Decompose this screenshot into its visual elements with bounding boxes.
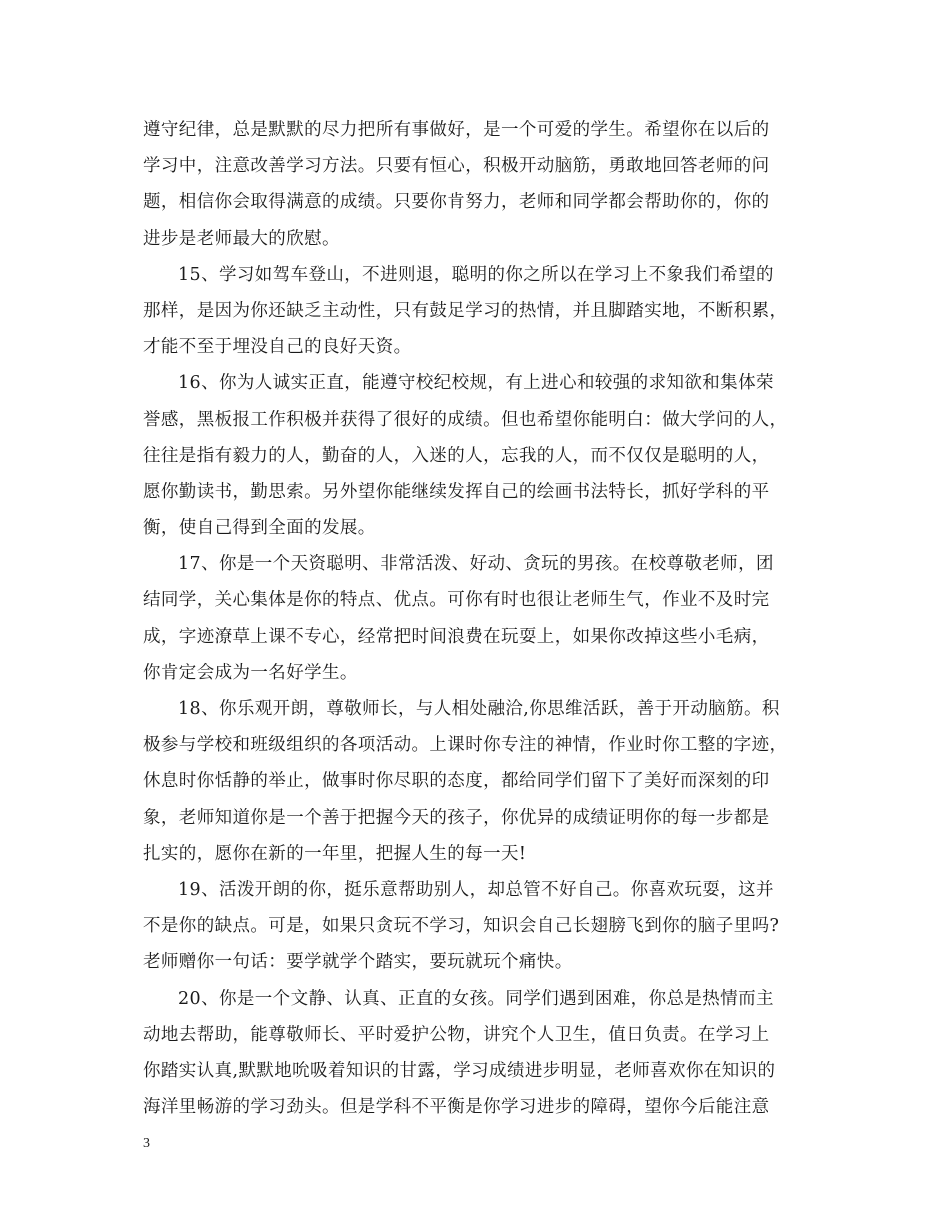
text-line: 休息时你恬静的举止，做事时你尽职的态度，都给同学们留下了美好而深刻的印 [143,771,770,792]
text-line: 那样，是因为你还缺乏主动性，只有鼓足学习的热情，并且脚踏实地，不断积累， [143,300,788,321]
text-line: 你踏实认真,默默地吮吸着知识的甘露，学习成绩进步明显，老师喜欢你在知识的 [143,1060,776,1081]
text-line: 进步是老师最大的欣慰。 [143,228,340,249]
text-line: 极参与学校和班级组织的各项活动。上课时你专注的神情，作业时你工整的字迹， [143,735,788,756]
text-line: 15、学习如驾车登山，不进则退，聪明的你之所以在学习上不象我们希望的 [178,264,774,285]
text-line: 19、活泼开朗的你，挺乐意帮助别人，却总管不好自己。你喜欢玩耍，这并 [178,879,774,900]
text-line: 动地去帮助，能尊敬师长、平时爱护公物，讲究个人卫生，值日负责。在学习上 [143,1024,770,1045]
text-line: 扎实的，愿你在新的一年里，把握人生的每一天! [143,843,527,864]
text-line: 17、你是一个天资聪明、非常活泼、好动、贪玩的男孩。在校尊敬老师，团 [178,554,774,575]
text-line: 16、你为人诚实正直，能遵守校纪校规，有上进心和较强的求知欲和集体荣 [178,373,774,394]
text-line: 誉感，黑板报工作积极并获得了很好的成绩。但也希望你能明白：做大学问的人， [143,409,788,430]
text-line: 老师赠你一句话：要学就学个踏实，要玩就玩个痛快。 [143,952,573,973]
text-line: 成，字迹潦草上课不专心，经常把时间浪费在玩耍上，如果你改掉这些小毛病， [143,626,770,647]
text-line: 学习中，注意改善学习方法。只要有恒心，积极开动脑筋，勇敢地回答老师的问 [143,156,770,177]
text-line: 海洋里畅游的学习劲头。但是学科不平衡是你学习进步的障碍，望你今后能注意 [143,1097,770,1118]
page-number: 3 [143,1136,150,1151]
text-line: 18、你乐观开朗，尊敬师长，与人相处融洽,你思维活跃，善于开动脑筋。积 [178,699,780,719]
text-line: 不是你的缺点。可是，如果只贪玩不学习，知识会自己长翅膀飞到你的脑子里吗? [143,916,780,937]
text-line: 象，老师知道你是一个善于把握今天的孩子，你优异的成绩证明你的每一步都是 [143,807,770,828]
text-line: 遵守纪律，总是默默的尽力把所有事做好，是一个可爱的学生。希望你在以后的 [143,120,770,140]
text-line: 题，相信你会取得满意的成绩。只要你肯努力，老师和同学都会帮助你的，你的 [143,192,770,213]
text-line: 衡，使自己得到全面的发展。 [143,518,376,539]
text-line: 才能不至于埋没自己的良好天资。 [143,337,412,358]
document-body [143,112,813,1125]
text-line: 20、你是一个文静、认真、正直的女孩。同学们遇到困难，你总是热情而主 [178,988,774,1009]
text-line: 结同学，关心集体是你的特点、优点。可你有时也很让老师生气，作业不及时完 [143,590,770,611]
text-line: 往往是指有毅力的人，勤奋的人，入迷的人，忘我的人，而不仅仅是聪明的人， [143,445,770,466]
text-line: 你肯定会成为一名好学生。 [143,662,358,683]
text-line: 愿你勤读书，勤思索。另外望你能继续发挥自己的绘画书法特长，抓好学科的平 [143,481,770,502]
